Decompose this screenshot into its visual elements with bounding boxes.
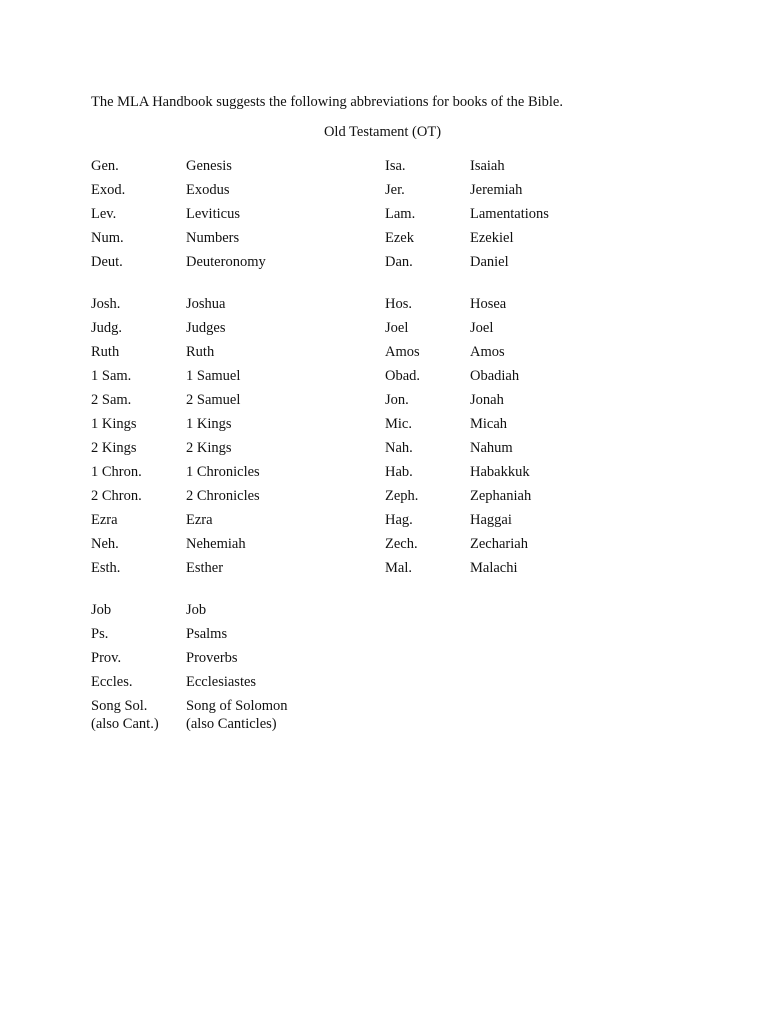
abbreviation-entry	[385, 436, 549, 460]
book-abbreviation: Hab.	[385, 464, 413, 480]
abbreviation-entry	[385, 226, 549, 250]
abbreviation-entry	[91, 508, 288, 532]
abbreviation-entry	[385, 178, 549, 202]
abbreviation-entry	[385, 532, 549, 556]
book-name: 2 Kings	[186, 440, 232, 456]
book-abbreviation: Jer.	[385, 182, 405, 198]
book-abbreviation: Prov.	[91, 650, 122, 666]
book-abbreviation: Ps.	[91, 626, 109, 642]
book-abbreviation: Josh.	[91, 296, 121, 312]
abbreviation-entry	[91, 460, 288, 484]
book-name: Ezra	[186, 512, 213, 528]
book-name: Amos	[470, 344, 505, 360]
abbreviation-entry	[91, 202, 288, 226]
book-name: Isaiah	[470, 158, 505, 174]
book-name: Job	[186, 602, 207, 618]
abbreviation-entry	[91, 226, 288, 250]
section-title: Old Testament (OT)	[323, 124, 442, 140]
abbreviation-group	[91, 154, 288, 274]
abbreviation-entry	[91, 556, 288, 580]
abbreviation-entry	[91, 388, 288, 412]
book-abbreviation: Jon.	[385, 392, 409, 408]
book-abbreviation: Gen.	[91, 158, 119, 174]
abbreviation-entry	[385, 508, 549, 532]
abbreviation-entry	[91, 292, 288, 316]
book-name: Ezekiel	[470, 230, 514, 246]
abbreviation-entry	[385, 412, 549, 436]
abbreviation-entry	[91, 532, 288, 556]
book-abbreviation: 2 Sam.	[91, 392, 132, 408]
intro-text: The MLA Handbook suggests the following abbreviations for books of the Bible.	[91, 94, 563, 110]
abbreviation-entry	[385, 484, 549, 508]
abbreviation-entry	[385, 460, 549, 484]
abbreviation-entry	[91, 178, 288, 202]
book-name: Nehemiah	[186, 536, 246, 552]
book-abbreviation: 1 Kings	[91, 416, 137, 432]
book-abbreviation: Hag.	[385, 512, 413, 528]
abbreviation-entry	[91, 646, 288, 670]
abbreviation-entry	[385, 364, 549, 388]
book-abbreviation: Exod.	[91, 182, 126, 198]
book-abbreviation: Mic.	[385, 416, 412, 432]
book-abbreviation: Mal.	[385, 560, 412, 576]
book-abbreviation: Ezek	[385, 230, 414, 246]
abbreviation-entry	[385, 154, 549, 178]
book-abbreviation: Dan.	[385, 254, 413, 270]
book-name: Lamentations	[470, 206, 549, 222]
book-name: Proverbs	[186, 650, 238, 666]
abbreviation-entry	[91, 316, 288, 340]
book-name: Joshua	[186, 296, 226, 312]
book-abbreviation: Zech.	[385, 536, 418, 552]
abbreviation-entry	[91, 154, 288, 178]
book-name: Nahum	[470, 440, 513, 456]
abbreviation-entry	[91, 250, 288, 274]
book-abbreviation: Job	[91, 602, 112, 618]
book-name: Micah	[470, 416, 508, 432]
book-abbreviation: Nah.	[385, 440, 413, 456]
book-name: Song of Solomon (also Canticles)	[186, 698, 288, 732]
abbreviation-entry	[385, 292, 549, 316]
book-name: Esther	[186, 560, 224, 576]
book-name: 2 Chronicles	[186, 488, 260, 504]
abbreviation-entry	[91, 622, 288, 646]
book-name: Habakkuk	[470, 464, 530, 480]
book-abbreviation: Lev.	[91, 206, 117, 222]
book-name: Genesis	[186, 158, 232, 174]
book-abbreviation: Num.	[91, 230, 124, 246]
book-name: Haggai	[470, 512, 512, 528]
book-abbreviation: Deut.	[91, 254, 123, 270]
abbreviation-entry	[91, 484, 288, 508]
book-name: Judges	[186, 320, 226, 336]
book-abbreviation: 1 Sam.	[91, 368, 132, 384]
abbreviation-group	[385, 292, 549, 580]
right-column	[385, 154, 549, 580]
book-abbreviation: Joel	[385, 320, 409, 336]
book-name: Zechariah	[470, 536, 528, 552]
abbreviation-entry	[385, 556, 549, 580]
abbreviation-entry	[91, 694, 288, 733]
book-name: Numbers	[186, 230, 240, 246]
book-abbreviation: Esth.	[91, 560, 121, 576]
abbreviation-group	[91, 292, 288, 580]
book-abbreviation: Isa.	[385, 158, 406, 174]
abbreviation-entry	[91, 364, 288, 388]
abbreviation-entry	[91, 412, 288, 436]
book-name: Ruth	[186, 344, 215, 360]
book-abbreviation: Eccles.	[91, 674, 133, 690]
abbreviation-entry	[91, 340, 288, 364]
book-name: Exodus	[186, 182, 230, 198]
book-abbreviation: Song Sol. (also Cant.)	[91, 698, 159, 732]
book-name: 1 Chronicles	[186, 464, 260, 480]
book-abbreviation: 2 Kings	[91, 440, 137, 456]
abbreviation-entry	[385, 340, 549, 364]
book-name: Daniel	[470, 254, 509, 270]
book-name: Psalms	[186, 626, 228, 642]
abbreviation-group	[385, 154, 549, 274]
book-abbreviation: Judg.	[91, 320, 123, 336]
abbreviation-entry	[385, 250, 549, 274]
book-name: Leviticus	[186, 206, 240, 222]
book-abbreviation: 2 Chron.	[91, 488, 142, 504]
book-abbreviation: Amos	[385, 344, 420, 360]
book-abbreviation: Hos.	[385, 296, 412, 312]
book-name: Malachi	[470, 560, 518, 576]
book-abbreviation: Neh.	[91, 536, 119, 552]
left-column	[91, 154, 288, 733]
book-abbreviation: Obad.	[385, 368, 421, 384]
book-abbreviation: Ruth	[91, 344, 120, 360]
abbreviation-entry	[91, 670, 288, 694]
abbreviation-entry	[385, 316, 549, 340]
book-abbreviation: Lam.	[385, 206, 416, 222]
book-name: 1 Kings	[186, 416, 232, 432]
book-name: Jeremiah	[470, 182, 523, 198]
book-abbreviation: Ezra	[91, 512, 118, 528]
abbreviation-entry	[91, 436, 288, 460]
book-name: 2 Samuel	[186, 392, 241, 408]
book-name: Obadiah	[470, 368, 520, 384]
abbreviation-group	[91, 598, 288, 733]
book-name: 1 Samuel	[186, 368, 241, 384]
abbreviation-entry	[385, 388, 549, 412]
book-name: Hosea	[470, 296, 507, 312]
book-name: Zephaniah	[470, 488, 532, 504]
abbreviation-entry	[385, 202, 549, 226]
book-abbreviation: Zeph.	[385, 488, 419, 504]
book-abbreviation: 1 Chron.	[91, 464, 142, 480]
book-name: Joel	[470, 320, 494, 336]
book-name: Deuteronomy	[186, 254, 266, 270]
book-name: Jonah	[470, 392, 504, 408]
book-name: Ecclesiastes	[186, 674, 257, 690]
abbreviation-entry	[91, 598, 288, 622]
